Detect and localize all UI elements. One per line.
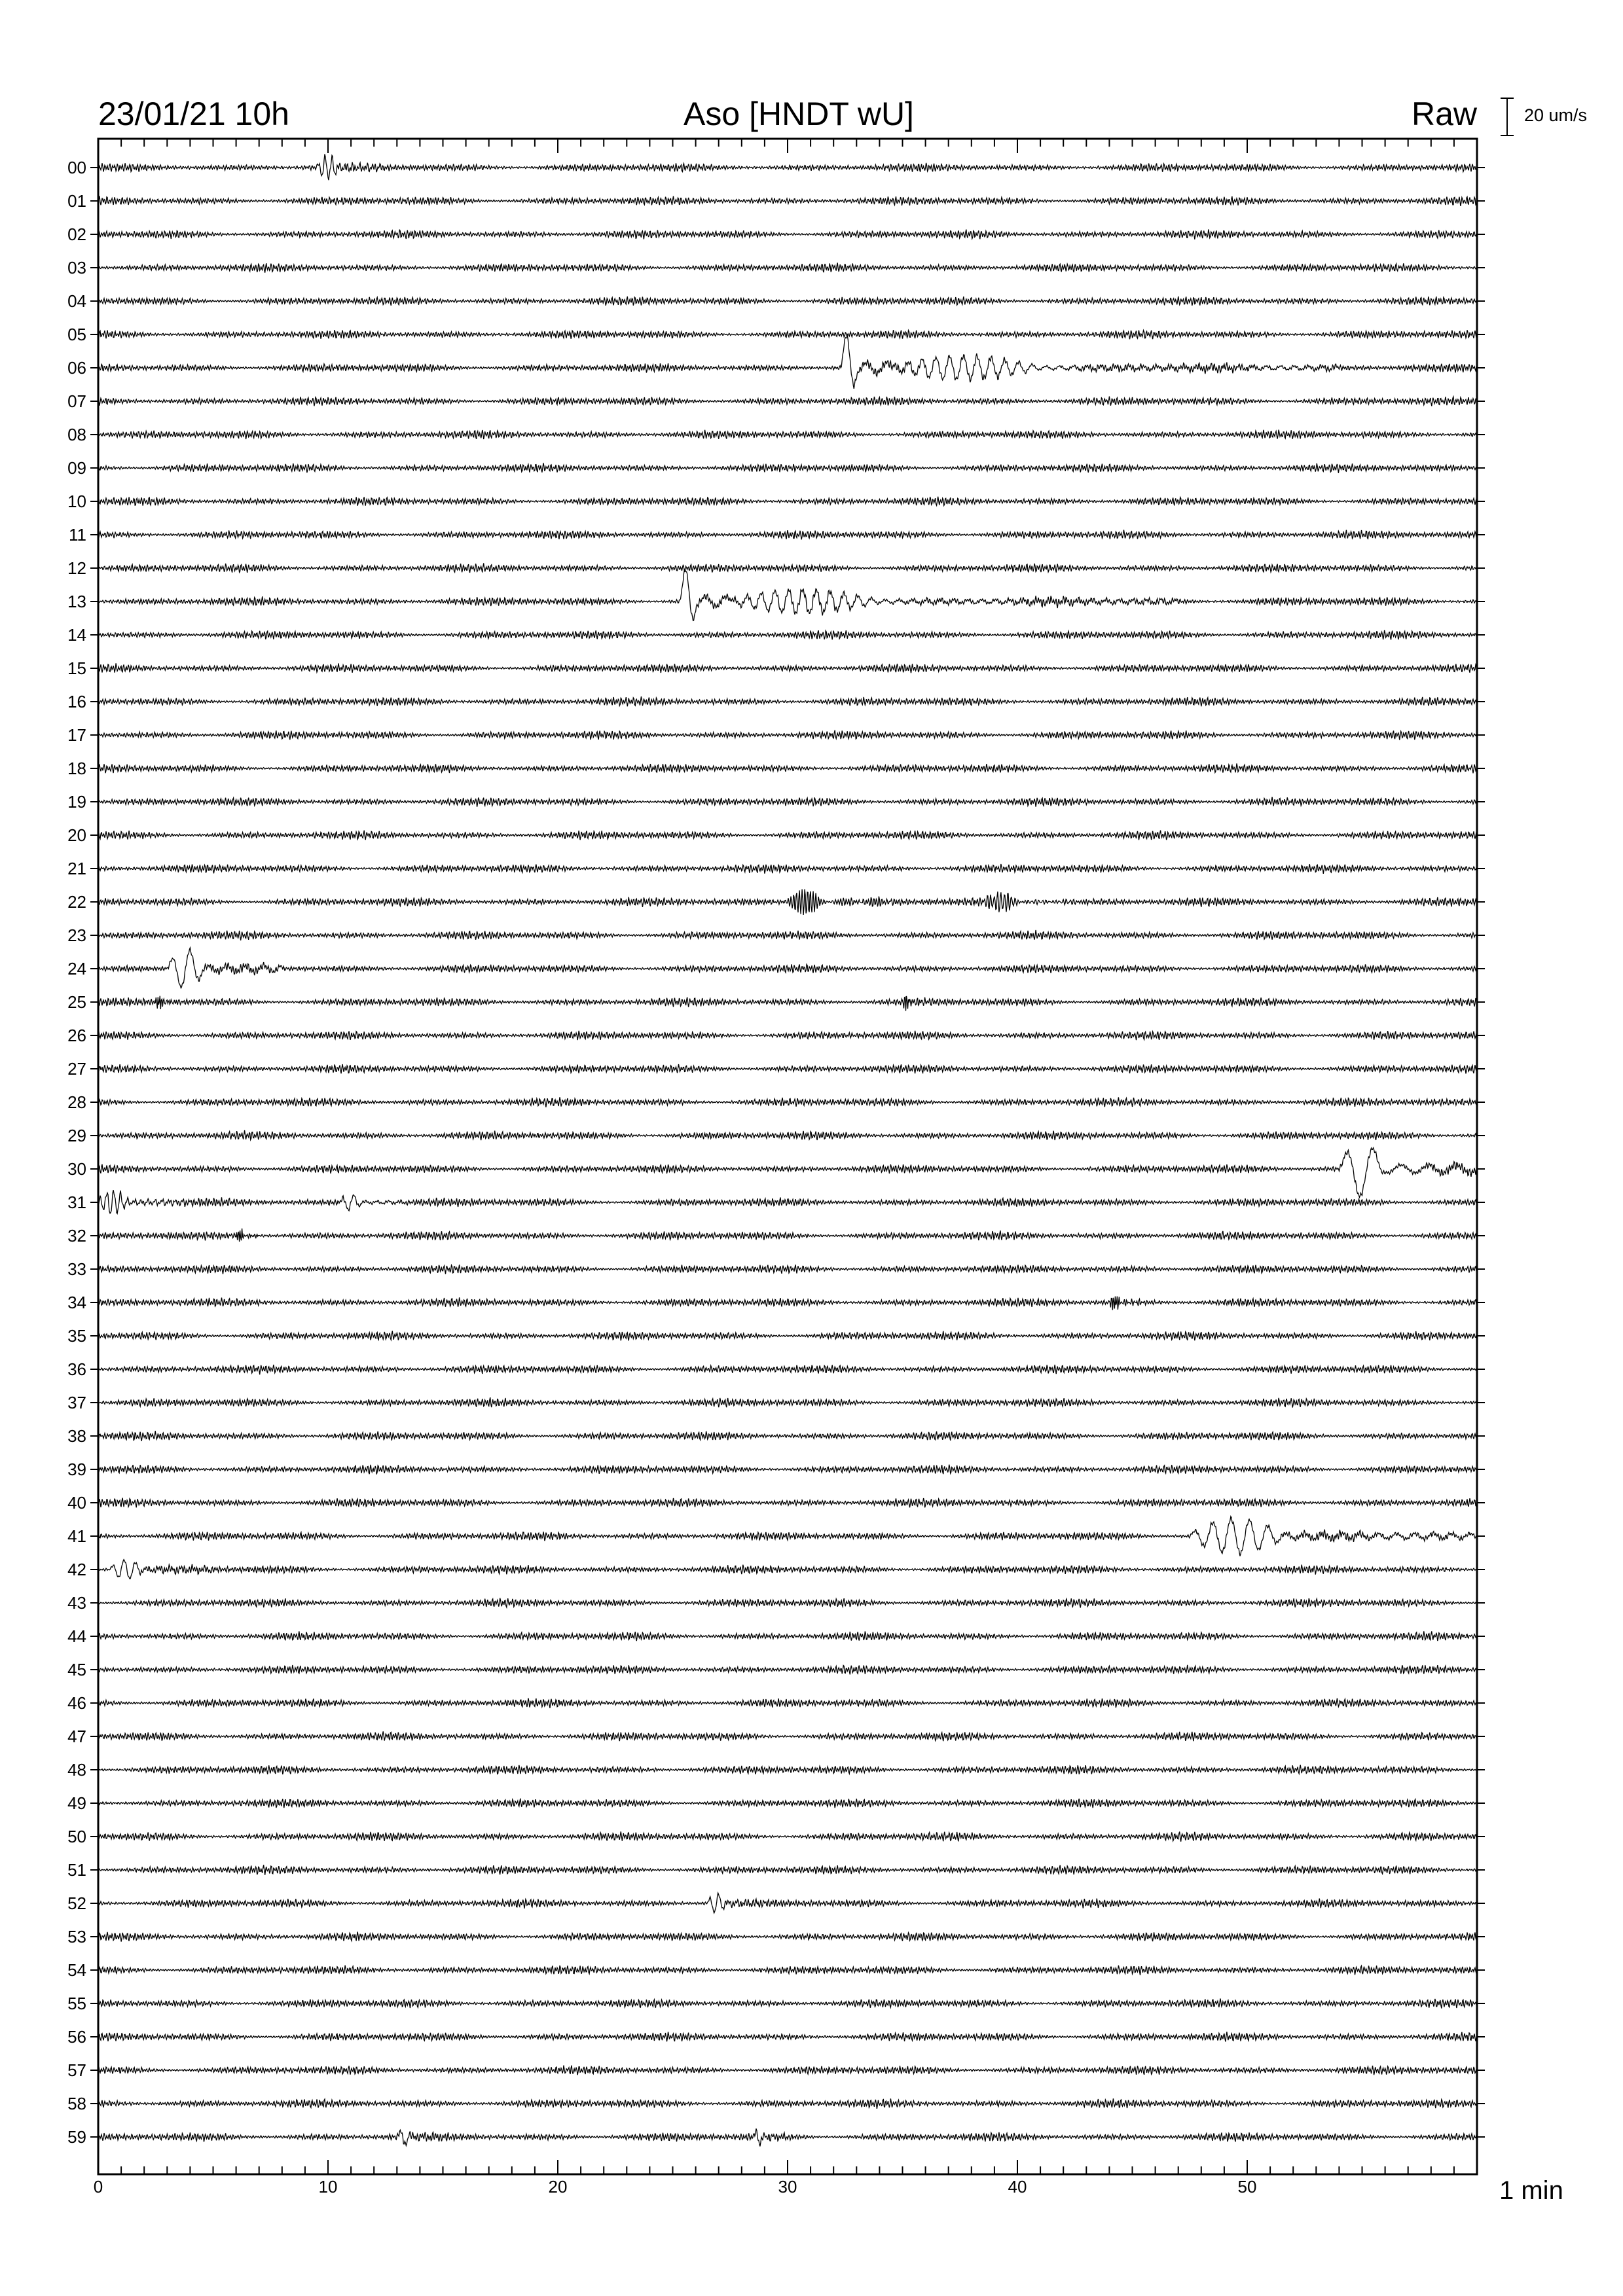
trace-row-16 bbox=[98, 696, 1477, 706]
row-label: 42 bbox=[67, 1560, 86, 1579]
row-label: 45 bbox=[67, 1660, 86, 1679]
row-label: 39 bbox=[67, 1460, 86, 1479]
row-label: 46 bbox=[67, 1693, 86, 1713]
x-tick-label: 40 bbox=[1008, 2177, 1027, 2197]
trace-row-29 bbox=[98, 1130, 1477, 1140]
row-label: 23 bbox=[67, 925, 86, 945]
trace-row-58 bbox=[98, 2098, 1477, 2109]
trace-row-23 bbox=[98, 930, 1477, 941]
row-label: 14 bbox=[67, 625, 86, 645]
row-label: 21 bbox=[67, 859, 86, 878]
traces bbox=[98, 154, 1477, 2146]
row-label: 01 bbox=[67, 191, 86, 211]
trace-row-52 bbox=[98, 1893, 1477, 1913]
trace-row-06 bbox=[98, 336, 1477, 389]
x-tick-label: 50 bbox=[1237, 2177, 1257, 2197]
row-label: 38 bbox=[67, 1426, 86, 1446]
station-title: Aso [HNDT wU] bbox=[684, 96, 914, 132]
row-label: 25 bbox=[67, 992, 86, 1012]
x-unit-label: 1 min bbox=[1499, 2176, 1563, 2205]
trace-row-35 bbox=[98, 1331, 1477, 1341]
row-label: 49 bbox=[67, 1793, 86, 1813]
row-label: 30 bbox=[67, 1159, 86, 1179]
row-label: 58 bbox=[67, 2094, 86, 2113]
row-label: 40 bbox=[67, 1493, 86, 1513]
row-label: 11 bbox=[69, 525, 86, 545]
trace-row-59 bbox=[98, 2128, 1477, 2146]
row-label: 03 bbox=[67, 258, 86, 278]
row-label: 15 bbox=[67, 658, 86, 678]
row-label: 57 bbox=[67, 2060, 86, 2080]
trace-row-42 bbox=[98, 1560, 1477, 1579]
row-label: 06 bbox=[67, 358, 86, 378]
trace-row-17 bbox=[98, 730, 1477, 740]
trace-row-30 bbox=[98, 1148, 1477, 1198]
trace-row-40 bbox=[98, 1498, 1477, 1508]
row-label: 54 bbox=[67, 1960, 86, 1980]
row-label: 24 bbox=[67, 959, 86, 978]
trace-row-44 bbox=[98, 1631, 1477, 1641]
row-label: 09 bbox=[67, 458, 86, 478]
trace-row-51 bbox=[98, 1865, 1477, 1874]
trace-row-13 bbox=[98, 569, 1477, 621]
row-label: 51 bbox=[67, 1860, 86, 1880]
trace-row-22 bbox=[98, 889, 1477, 915]
trace-row-41 bbox=[98, 1516, 1477, 1556]
trace-row-11 bbox=[98, 530, 1477, 540]
row-label: 56 bbox=[67, 2027, 86, 2047]
row-label: 22 bbox=[67, 892, 86, 912]
row-label: 07 bbox=[67, 391, 86, 411]
row-label: 00 bbox=[67, 158, 86, 177]
row-label: 37 bbox=[67, 1393, 86, 1412]
row-label: 55 bbox=[67, 1994, 86, 2013]
trace-row-09 bbox=[98, 463, 1477, 473]
trace-row-33 bbox=[98, 1265, 1477, 1274]
x-tick-label: 30 bbox=[778, 2177, 797, 2197]
trace-row-56 bbox=[98, 2032, 1477, 2041]
x-tick-label: 10 bbox=[318, 2177, 338, 2197]
trace-row-00 bbox=[98, 154, 1477, 180]
trace-row-37 bbox=[98, 1397, 1477, 1407]
trace-row-14 bbox=[98, 630, 1477, 640]
trace-row-04 bbox=[98, 296, 1477, 306]
row-label: 02 bbox=[67, 224, 86, 244]
trace-row-34 bbox=[98, 1297, 1477, 1310]
row-label: 31 bbox=[67, 1193, 86, 1212]
trace-row-18 bbox=[98, 764, 1477, 774]
row-label: 50 bbox=[67, 1827, 86, 1846]
x-tick-label: 0 bbox=[93, 2177, 103, 2197]
trace-row-24 bbox=[98, 948, 1477, 988]
trace-row-05 bbox=[98, 330, 1477, 339]
trace-row-31 bbox=[98, 1190, 1477, 1213]
trace-row-50 bbox=[98, 1831, 1477, 1841]
trace-row-28 bbox=[98, 1097, 1477, 1107]
row-label: 35 bbox=[67, 1326, 86, 1346]
row-label: 19 bbox=[67, 792, 86, 812]
trace-row-47 bbox=[98, 1731, 1477, 1741]
row-label: 05 bbox=[67, 325, 86, 344]
trace-row-12 bbox=[98, 564, 1477, 573]
trace-row-49 bbox=[98, 1799, 1477, 1808]
trace-row-53 bbox=[98, 1932, 1477, 1942]
trace-row-27 bbox=[98, 1064, 1477, 1073]
row-label: 29 bbox=[67, 1126, 86, 1145]
datetime-label: 23/01/21 10h bbox=[98, 96, 289, 132]
row-label: 16 bbox=[67, 692, 86, 711]
row-label: 18 bbox=[67, 759, 86, 778]
row-labels bbox=[67, 158, 86, 2147]
trace-row-08 bbox=[98, 430, 1477, 439]
row-label: 33 bbox=[67, 1259, 86, 1279]
trace-row-57 bbox=[98, 2066, 1477, 2075]
trace-row-46 bbox=[98, 1698, 1477, 1708]
trace-row-32 bbox=[98, 1229, 1477, 1242]
row-label: 26 bbox=[67, 1026, 86, 1045]
trace-row-36 bbox=[98, 1365, 1477, 1374]
trace-row-54 bbox=[98, 1965, 1477, 1975]
trace-row-15 bbox=[98, 663, 1477, 673]
row-label: 47 bbox=[67, 1727, 86, 1746]
trace-row-26 bbox=[98, 1031, 1477, 1040]
row-label: 12 bbox=[67, 558, 86, 578]
row-label: 36 bbox=[67, 1359, 86, 1379]
row-ticks bbox=[90, 168, 1485, 2137]
trace-row-19 bbox=[98, 797, 1477, 807]
trace-row-01 bbox=[98, 196, 1477, 206]
row-label: 53 bbox=[67, 1927, 86, 1946]
mode-label: Raw bbox=[1411, 96, 1477, 132]
row-label: 59 bbox=[67, 2127, 86, 2147]
trace-row-21 bbox=[98, 864, 1477, 874]
trace-row-02 bbox=[98, 230, 1477, 240]
row-label: 34 bbox=[67, 1293, 86, 1312]
amplitude-scale-bar bbox=[1501, 98, 1514, 135]
row-label: 28 bbox=[67, 1092, 86, 1112]
trace-row-07 bbox=[98, 397, 1477, 406]
row-label: 04 bbox=[67, 291, 86, 311]
scale-label: 20 um/s bbox=[1524, 105, 1588, 125]
row-label: 20 bbox=[67, 825, 86, 845]
trace-row-39 bbox=[98, 1465, 1477, 1475]
trace-row-45 bbox=[98, 1665, 1477, 1675]
trace-row-25 bbox=[98, 996, 1477, 1011]
row-label: 27 bbox=[67, 1059, 86, 1079]
trace-row-43 bbox=[98, 1598, 1477, 1608]
trace-row-10 bbox=[98, 497, 1477, 506]
trace-row-20 bbox=[98, 831, 1477, 840]
x-tick-label: 20 bbox=[548, 2177, 568, 2197]
trace-row-38 bbox=[98, 1431, 1477, 1441]
row-label: 10 bbox=[67, 492, 86, 511]
row-label: 44 bbox=[67, 1626, 86, 1646]
row-label: 32 bbox=[67, 1226, 86, 1246]
trace-row-48 bbox=[98, 1765, 1477, 1774]
row-label: 13 bbox=[67, 592, 86, 611]
trace-row-03 bbox=[98, 263, 1477, 273]
row-label: 43 bbox=[67, 1593, 86, 1613]
row-label: 41 bbox=[67, 1526, 86, 1546]
row-label: 52 bbox=[67, 1893, 86, 1913]
row-label: 17 bbox=[67, 725, 86, 745]
trace-row-55 bbox=[98, 1999, 1477, 2009]
row-label: 48 bbox=[67, 1760, 86, 1780]
row-label: 08 bbox=[67, 425, 86, 444]
